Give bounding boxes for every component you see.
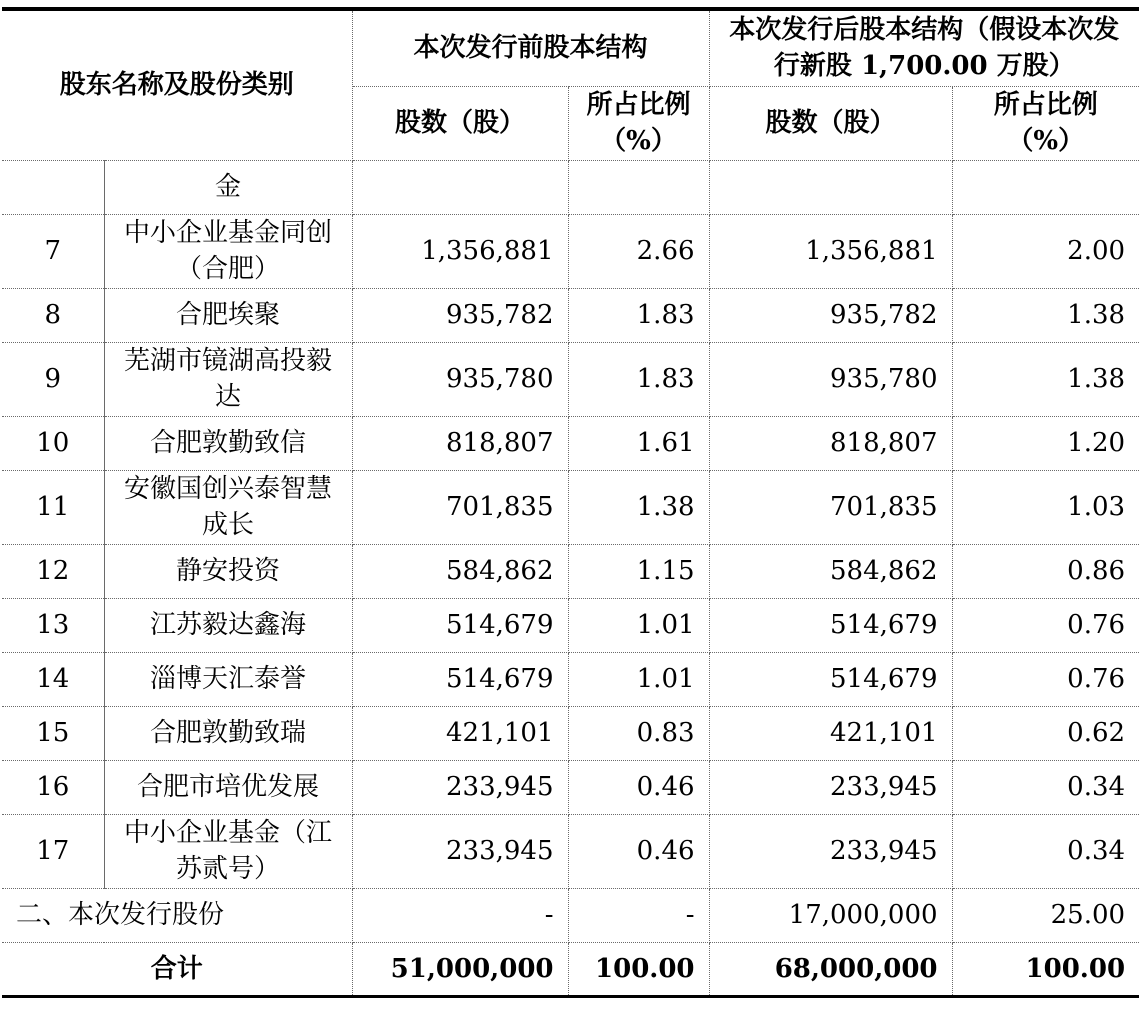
row-index: 11	[2, 470, 104, 544]
shares-before: 514,679	[352, 652, 568, 706]
ratio-before: 1.83	[568, 342, 709, 416]
ratio-after: 1.38	[952, 342, 1139, 416]
table-row	[2, 288, 1139, 342]
shares-after: 233,945	[709, 814, 952, 888]
shareholder-name: 中小企业基金同创（合肥）	[104, 214, 352, 288]
ratio-before	[568, 160, 709, 214]
shares-after: 935,780	[709, 342, 952, 416]
ratio-after: 1.03	[952, 470, 1139, 544]
shares-after: 1,356,881	[709, 214, 952, 288]
shares-after: 421,101	[709, 706, 952, 760]
ratio-after: 0.86	[952, 544, 1139, 598]
table-row	[2, 342, 1139, 416]
row-index: 14	[2, 652, 104, 706]
shares-after	[709, 160, 952, 214]
shares-after: 233,945	[709, 760, 952, 814]
shareholder-name: 江苏毅达鑫海	[104, 598, 352, 652]
shares-before: 935,780	[352, 342, 568, 416]
shareholder-name: 合肥敦勤致瑞	[104, 706, 352, 760]
header-shares-before: 股数（股）	[352, 86, 568, 160]
row-index: 8	[2, 288, 104, 342]
shares-before: 421,101	[352, 706, 568, 760]
row-index: 10	[2, 416, 104, 470]
shares-before	[352, 160, 568, 214]
shareholder-name: 淄博天汇泰誉	[104, 652, 352, 706]
row-index: 12	[2, 544, 104, 598]
shares-before: 51,000,000	[352, 942, 568, 996]
shares-after: 584,862	[709, 544, 952, 598]
ratio-after: 0.62	[952, 706, 1139, 760]
shareholder-name: 安徽国创兴泰智慧成长	[104, 470, 352, 544]
shares-after: 935,782	[709, 288, 952, 342]
shares-before: 935,782	[352, 288, 568, 342]
total-row-label: 合计	[2, 942, 352, 996]
shares-after: 17,000,000	[709, 888, 952, 942]
ratio-after: 0.34	[952, 814, 1139, 888]
ratio-before: 0.46	[568, 814, 709, 888]
row-index: 9	[2, 342, 104, 416]
table-row	[2, 598, 1139, 652]
ratio-before: 1.01	[568, 598, 709, 652]
total-row	[2, 942, 1139, 996]
shares-after: 514,679	[709, 598, 952, 652]
row-index: 7	[2, 214, 104, 288]
ratio-after	[952, 160, 1139, 214]
table-row	[2, 652, 1139, 706]
ratio-after: 0.76	[952, 598, 1139, 652]
header-ratio-before: 所占比例（%）	[568, 86, 709, 160]
shares-after: 68,000,000	[709, 942, 952, 996]
header-shares-after: 股数（股）	[709, 86, 952, 160]
shares-before: 233,945	[352, 760, 568, 814]
ratio-after: 1.20	[952, 416, 1139, 470]
shares-before: 233,945	[352, 814, 568, 888]
continuation-row	[2, 160, 1139, 214]
row-index	[2, 160, 104, 214]
ratio-before: 1.61	[568, 416, 709, 470]
table-row	[2, 544, 1139, 598]
ratio-before: 1.38	[568, 470, 709, 544]
shareholder-name: 中小企业基金（江苏贰号）	[104, 814, 352, 888]
table-row	[2, 214, 1139, 288]
new-issue-row	[2, 888, 1139, 942]
header-after-issuance: 本次发行后股本结构（假设本次发行新股 1,700.00 万股）	[709, 9, 1139, 86]
ratio-before: -	[568, 888, 709, 942]
table-row	[2, 760, 1139, 814]
header-shareholder: 股东名称及股份类别	[2, 9, 352, 160]
table-row	[2, 416, 1139, 470]
shareholder-name: 合肥埃聚	[104, 288, 352, 342]
ratio-after: 1.38	[952, 288, 1139, 342]
ratio-before: 0.83	[568, 706, 709, 760]
shareholder-name: 静安投资	[104, 544, 352, 598]
row-index: 17	[2, 814, 104, 888]
table-body	[2, 160, 1139, 996]
row-index: 13	[2, 598, 104, 652]
ratio-before: 100.00	[568, 942, 709, 996]
table-row	[2, 470, 1139, 544]
shareholder-name: 合肥敦勤致信	[104, 416, 352, 470]
header-before-issuance: 本次发行前股本结构	[352, 9, 709, 86]
shareholder-name: 金	[104, 160, 352, 214]
shareholder-name: 合肥市培优发展	[104, 760, 352, 814]
ratio-before: 1.83	[568, 288, 709, 342]
ratio-after: 0.34	[952, 760, 1139, 814]
ratio-after: 100.00	[952, 942, 1139, 996]
shares-after: 701,835	[709, 470, 952, 544]
shares-before: -	[352, 888, 568, 942]
shares-before: 701,835	[352, 470, 568, 544]
ratio-before: 2.66	[568, 214, 709, 288]
ratio-after: 2.00	[952, 214, 1139, 288]
ratio-before: 1.01	[568, 652, 709, 706]
table-row	[2, 814, 1139, 888]
shares-before: 818,807	[352, 416, 568, 470]
ratio-before: 1.15	[568, 544, 709, 598]
shares-after: 514,679	[709, 652, 952, 706]
table-row	[2, 706, 1139, 760]
shareholder-name: 芜湖市镜湖高投毅达	[104, 342, 352, 416]
shares-after: 818,807	[709, 416, 952, 470]
shares-before: 1,356,881	[352, 214, 568, 288]
ratio-before: 0.46	[568, 760, 709, 814]
row-index: 15	[2, 706, 104, 760]
shares-before: 514,679	[352, 598, 568, 652]
ratio-after: 25.00	[952, 888, 1139, 942]
shares-before: 584,862	[352, 544, 568, 598]
ratio-after: 0.76	[952, 652, 1139, 706]
row-index: 16	[2, 760, 104, 814]
header-ratio-after: 所占比例（%）	[952, 86, 1139, 160]
new-issue-row-label: 二、本次发行股份	[2, 888, 352, 942]
share-structure-table	[2, 7, 1139, 998]
